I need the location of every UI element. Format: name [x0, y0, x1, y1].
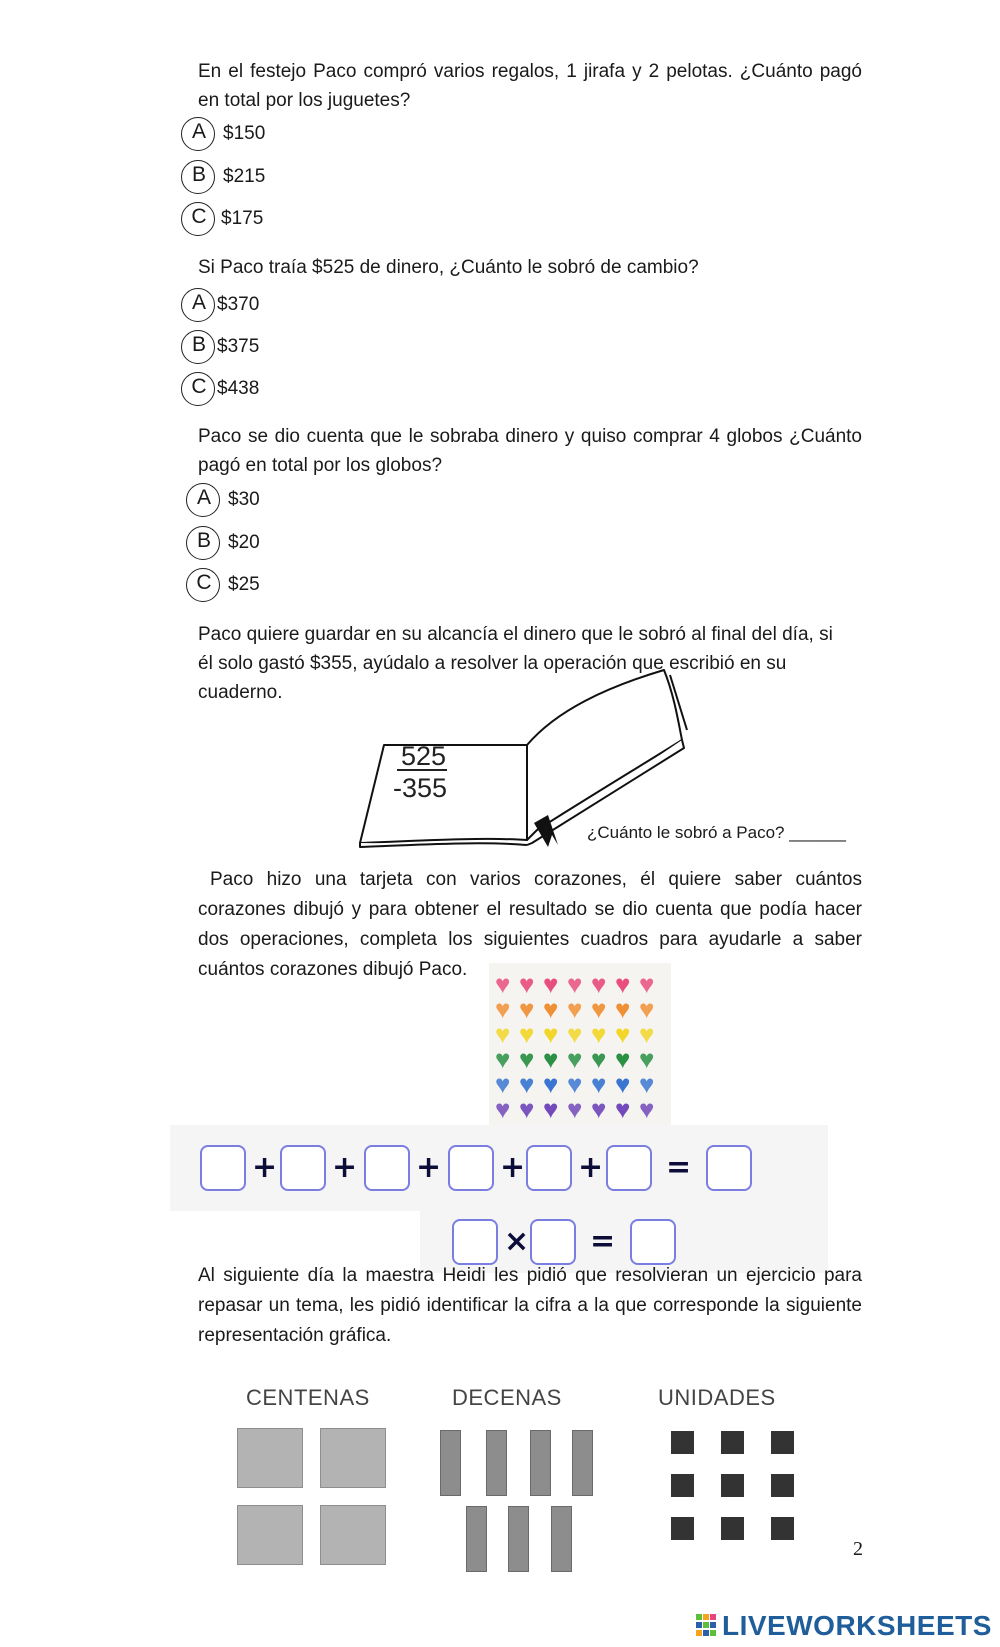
heart-icon: ♥ [495, 1044, 511, 1074]
heart-icon: ♥ [495, 1069, 511, 1099]
heart-icon: ♥ [591, 1019, 607, 1049]
option-value: $438 [217, 378, 260, 399]
heart-icon: ♥ [567, 1019, 583, 1049]
heart-icon: ♥ [639, 1019, 655, 1049]
heart-icon: ♥ [591, 1069, 607, 1099]
q2-option-b[interactable] [181, 327, 259, 367]
addend-box-4[interactable] [448, 1145, 494, 1191]
ten-rod [572, 1430, 593, 1496]
addend-box-2[interactable] [280, 1145, 326, 1191]
q3-option-a[interactable] [186, 480, 260, 520]
plus-sign: + [578, 1150, 604, 1185]
heart-icon: ♥ [639, 1044, 655, 1074]
hundreds-label: CENTENAS [246, 1385, 370, 1410]
heart-icon: ♥ [615, 1019, 631, 1049]
heart-icon: ♥ [543, 1069, 559, 1099]
leftover-answer-prompt[interactable]: ¿Cuánto le sobró a Paco? ______ [587, 823, 846, 842]
product-result-box[interactable] [630, 1219, 676, 1265]
plus-sign: + [332, 1150, 358, 1185]
addend-box-1[interactable] [200, 1145, 246, 1191]
hearts-card [489, 963, 671, 1125]
option-value: $215 [223, 166, 266, 187]
hundred-block [320, 1505, 386, 1565]
addend-box-6[interactable] [606, 1145, 652, 1191]
q2-option-c[interactable] [181, 369, 259, 409]
right-page [527, 670, 682, 840]
heart-icon: ♥ [639, 969, 655, 999]
heart-icon: ♥ [591, 1094, 607, 1124]
ten-rod [551, 1506, 572, 1572]
heart-icon: ♥ [615, 1094, 631, 1124]
heart-icon: ♥ [519, 1019, 535, 1049]
equals-sign: = [590, 1224, 616, 1259]
option-c-circle[interactable]: C [181, 202, 215, 236]
heart-icon: ♥ [567, 1094, 583, 1124]
q1-option-a[interactable] [181, 114, 265, 154]
hundred-block [237, 1505, 303, 1565]
option-value: $30 [228, 489, 260, 510]
unit-cube [721, 1517, 744, 1540]
heart-icon: ♥ [519, 1094, 535, 1124]
question-6-text: Al siguiente día la maestra Heidi les pidió que resolvieran un ejercicio para repasar un tema, les pidió identificar la cifra a la que corresponde la siguiente representación gráfica. [198, 1265, 862, 1346]
option-value: $375 [217, 336, 260, 357]
liveworksheets-logo[interactable] [696, 1610, 992, 1642]
brand-name: LIVEWORKSHEETS [722, 1610, 992, 1641]
heart-icon: ♥ [567, 969, 583, 999]
heart-icon: ♥ [615, 969, 631, 999]
plus-sign: + [500, 1150, 526, 1185]
question-5-text: Paco hizo una tarjeta con varios corazones, él quiere saber cuántos corazones dibujó y para obtener el resultado se dio cuenta que podía hacer dos operaciones, completa los siguientes cuadros para ayudarle a saber cuántos corazones dibujó Paco. [198, 869, 862, 980]
heart-icon: ♥ [615, 994, 631, 1024]
heart-icon: ♥ [639, 1094, 655, 1124]
plus-sign: + [252, 1150, 278, 1185]
unit-cube [671, 1431, 694, 1454]
heart-icon: ♥ [615, 1069, 631, 1099]
sum-result-box[interactable] [706, 1145, 752, 1191]
heart-icon: ♥ [495, 994, 511, 1024]
question-4-text: Paco quiere guardar en su alcancía el dinero que le sobró al final del día, si él solo gastó $355, ayúdalo a resolver la operación que escribió en su cuaderno. [198, 624, 833, 703]
q1-option-c[interactable] [181, 199, 263, 239]
addend-box-5[interactable] [526, 1145, 572, 1191]
units-label: UNIDADES [658, 1385, 776, 1410]
addend-box-3[interactable] [364, 1145, 410, 1191]
heart-icon: ♥ [495, 1094, 511, 1124]
notebook-minuend: 525 [401, 741, 447, 771]
unit-cube [671, 1474, 694, 1497]
heart-icon: ♥ [639, 994, 655, 1024]
heart-icon: ♥ [543, 1044, 559, 1074]
ten-rod [466, 1506, 487, 1572]
factor-box-2[interactable] [530, 1219, 576, 1265]
heart-icon: ♥ [543, 994, 559, 1024]
option-c-circle[interactable]: C [181, 372, 215, 406]
option-value: $25 [228, 574, 260, 595]
heart-icon: ♥ [567, 1069, 583, 1099]
page-number: 2 [853, 1538, 863, 1560]
unit-cube [671, 1517, 694, 1540]
heart-icon: ♥ [519, 1044, 535, 1074]
heart-icon: ♥ [567, 1044, 583, 1074]
question-1-text: En el festejo Paco compró varios regalos, 1 jirafa y 2 pelotas. ¿Cuánto pagó en total por los juguetes? [198, 61, 862, 111]
notebook-subtrahend: -355 [393, 773, 448, 803]
ten-rod [486, 1430, 507, 1496]
heart-icon: ♥ [615, 1044, 631, 1074]
option-b-circle[interactable]: B [181, 330, 215, 364]
heart-icon: ♥ [519, 1069, 535, 1099]
option-a-circle[interactable]: A [186, 483, 220, 517]
hundred-block [237, 1428, 303, 1488]
heart-icon: ♥ [639, 1069, 655, 1099]
option-c-circle[interactable]: C [186, 568, 220, 602]
question-3-text: Paco se dio cuenta que le sobraba dinero y quiso comprar 4 globos ¿Cuánto pagó en total por los globos? [198, 426, 862, 476]
unit-cube [771, 1431, 794, 1454]
heart-icon: ♥ [495, 969, 511, 999]
hundred-block [320, 1428, 386, 1488]
heart-icon: ♥ [591, 969, 607, 999]
unit-cube [721, 1474, 744, 1497]
option-b-circle[interactable]: B [186, 526, 220, 560]
heart-icon: ♥ [519, 994, 535, 1024]
unit-cube [771, 1474, 794, 1497]
option-a-circle[interactable]: A [181, 117, 215, 151]
times-sign: × [504, 1224, 530, 1259]
factor-box-1[interactable] [452, 1219, 498, 1265]
plus-sign: + [416, 1150, 442, 1185]
option-value: $150 [223, 123, 266, 144]
tens-label: DECENAS [452, 1385, 562, 1410]
unit-cube [771, 1517, 794, 1540]
heart-icon: ♥ [543, 1094, 559, 1124]
addition-equation [170, 1125, 828, 1211]
q2-option-a[interactable] [181, 285, 259, 325]
q1-option-b[interactable] [181, 157, 265, 197]
ten-rod [530, 1430, 551, 1496]
heart-icon: ♥ [495, 1019, 511, 1049]
option-a-circle[interactable]: A [181, 288, 215, 322]
heart-icon: ♥ [543, 969, 559, 999]
unit-cube [721, 1431, 744, 1454]
q3-option-b[interactable] [186, 523, 260, 563]
heart-icon: ♥ [591, 994, 607, 1024]
liveworksheets-icon [696, 1614, 718, 1638]
ten-rod [440, 1430, 461, 1496]
heart-icon: ♥ [567, 994, 583, 1024]
equals-sign: = [666, 1150, 692, 1185]
heart-icon: ♥ [519, 969, 535, 999]
q3-option-c[interactable] [186, 565, 260, 605]
question-2-text: Si Paco traía $525 de dinero, ¿Cuánto le sobró de cambio? [198, 257, 699, 278]
heart-icon: ♥ [543, 1019, 559, 1049]
option-value: $370 [217, 294, 260, 315]
option-value: $175 [221, 208, 264, 229]
heart-icon: ♥ [591, 1044, 607, 1074]
option-b-circle[interactable]: B [181, 160, 215, 194]
option-value: $20 [228, 532, 260, 553]
ten-rod [508, 1506, 529, 1572]
